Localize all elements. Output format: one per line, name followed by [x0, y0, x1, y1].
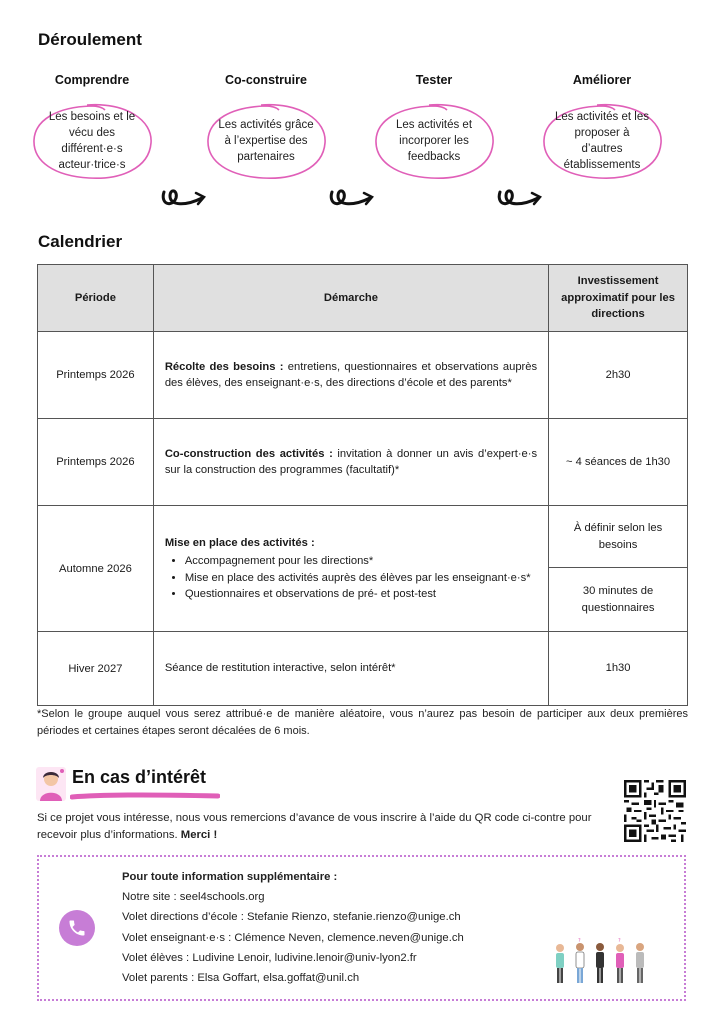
- demarche-label: Récolte des besoins :: [164, 360, 284, 373]
- contact-parents[interactable]: Volet parents : Elsa Goffart, elsa.goffat@unil.ch: [122, 971, 360, 984]
- contact-directions[interactable]: Volet directions d’école : Stefanie Rienzo, stefanie.rienzo@unige.ch: [122, 911, 461, 924]
- cell-investissement: ~ 4 séances de 1h30: [549, 419, 688, 506]
- step-circle: [199, 98, 333, 184]
- cell-investissement: À définir selon les besoins: [549, 506, 688, 568]
- cell-demarche: [153, 419, 548, 506]
- cell-investissement: 1h30: [549, 632, 688, 706]
- curl-arrow-icon: [158, 182, 210, 212]
- cell-periode: Printemps 2026: [38, 332, 154, 419]
- section-title-deroulement: Déroulement: [38, 30, 142, 49]
- table-row: [38, 632, 688, 706]
- demarche-list: [185, 553, 537, 603]
- step-circle: [367, 98, 501, 184]
- table-row: [38, 506, 688, 568]
- svg-text:?: ?: [578, 938, 581, 944]
- step-text: Les besoins et le vécu des différent·e·s acteur·trice·s: [48, 111, 136, 171]
- svg-text:?: ?: [618, 938, 621, 944]
- demarche-label: Mise en place des activités :: [164, 536, 315, 549]
- step-ameliorer: [527, 70, 677, 184]
- header-demarche: Démarche: [153, 265, 548, 332]
- curl-arrow-icon: [326, 182, 378, 212]
- demarche-text: entretiens, questionnaires et observations auprès des élèves, des enseignant·e·s, des directions d’école et des parents*: [164, 360, 538, 389]
- people-illustration-icon: [548, 938, 658, 986]
- table-footnote: *Selon le groupe auquel vous serez attribué·e de manière aléatoire, vous n’aurez pas besoin de participer aux deux premières périodes et certaines étapes seront décalées de 6 mois.: [37, 708, 688, 737]
- contact-heading: Pour toute information supplémentaire :: [122, 871, 338, 883]
- thinking-person-icon: [34, 765, 68, 803]
- step-circle: [25, 98, 159, 184]
- header-periode: Période: [38, 265, 154, 332]
- qr-code-icon[interactable]: [624, 780, 686, 842]
- cell-demarche: [153, 332, 548, 419]
- step-title: Co-construire: [225, 73, 307, 87]
- cell-demarche: Séance de restitution interactive, selon intérêt*: [153, 632, 548, 706]
- demarche-text: invitation à donner un avis d’expert·e·s sur la construction des programmes (facultatif)*: [164, 447, 538, 476]
- cell-periode: Printemps 2026: [38, 419, 154, 506]
- interest-title: En cas d’intérêt: [72, 767, 207, 787]
- curl-arrow-icon: [494, 182, 546, 212]
- interest-merci: Merci !: [180, 829, 218, 841]
- step-text: Les activités et les proposer à d’autres établissements: [555, 111, 649, 171]
- interest-body: Si ce projet vous intéresse, nous vous remercions d’avance de vous inscrire à l’aide du QR code ci-contre pour recevoir plus d’informations.: [37, 812, 592, 841]
- step-circle: [535, 98, 669, 184]
- step-text: Les activités et incorporer les feedbacks: [395, 119, 473, 163]
- header-investissement: Investissement approximatif pour les directions: [549, 265, 688, 332]
- list-item: • Questionnaires et observations de pré- et post-test: [185, 586, 537, 603]
- contact-lines: [122, 867, 464, 988]
- step-title: Tester: [415, 73, 453, 87]
- list-item: • Mise en place des activités auprès des élèves par les enseignant·e·s*: [185, 570, 537, 587]
- cell-investissement: 30 minutes de questionnaires: [549, 568, 688, 632]
- title-underline: [70, 792, 220, 800]
- step-comprendre: [17, 70, 167, 184]
- cell-investissement: 2h30: [549, 332, 688, 419]
- list-item: • Accompagnement pour les directions*: [185, 553, 537, 570]
- step-text: Les activités grâce à l’expertise des partenaires: [218, 119, 314, 163]
- calendar-table: [37, 264, 688, 706]
- cell-demarche: [153, 506, 548, 632]
- table-row: [38, 332, 688, 419]
- step-title: Comprendre: [54, 73, 130, 87]
- contact-eleves[interactable]: Volet élèves : Ludivine Lenoir, ludivine.lenoir@univ-lyon2.fr: [122, 951, 417, 964]
- step-title: Améliorer: [572, 73, 632, 87]
- step-co-construire: [191, 70, 341, 184]
- cell-periode: Automne 2026: [38, 506, 154, 632]
- cell-periode: Hiver 2027: [38, 632, 154, 706]
- step-tester: [359, 70, 509, 184]
- table-row: [38, 419, 688, 506]
- demarche-label: Co-construction des activités :: [164, 447, 333, 460]
- table-header-row: [38, 265, 688, 332]
- contact-site[interactable]: Notre site : seel4schools.org: [122, 891, 265, 904]
- section-title-calendrier: Calendrier: [38, 232, 123, 251]
- phone-icon: [59, 910, 95, 946]
- contact-enseignants[interactable]: Volet enseignant·e·s : Clémence Neven, clemence.neven@unige.ch: [122, 931, 464, 944]
- interest-text: [37, 810, 619, 844]
